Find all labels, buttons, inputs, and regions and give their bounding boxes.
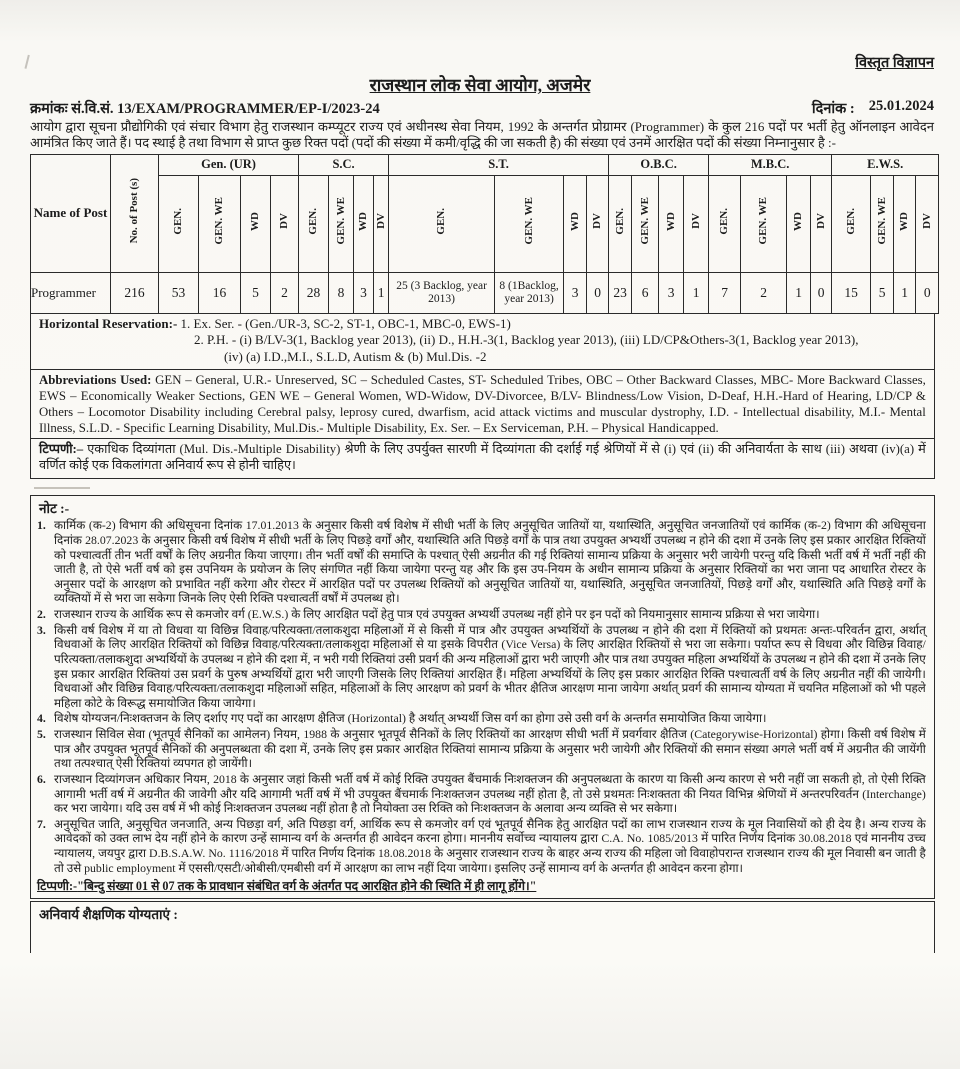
col-ews-dv: DV [916, 175, 939, 272]
value-cell: 2 [271, 272, 299, 313]
col-obc-genwe: GEN. WE [632, 175, 659, 272]
col-st-genwe: GEN. WE [495, 175, 564, 272]
group-ews: E.W.S. [832, 154, 939, 175]
scan-artifact-dash [34, 487, 90, 489]
col-st-gen: GEN. [389, 175, 495, 272]
value-cell: 5 [871, 272, 894, 313]
col-genur-genwe: GEN. WE [199, 175, 241, 272]
col-mbc-wd: WD [787, 175, 811, 272]
value-cell: 5 [241, 272, 271, 313]
header-no-of-post: No. of Post (s) [111, 154, 159, 272]
horizontal-reservation-line3: (iv) (a) I.D.,M.I., S.L.D, Autism & (b) Mul.Dis. -2 [224, 348, 487, 364]
value-cell: 23 [609, 272, 632, 313]
group-gen-ur: Gen. (UR) [159, 154, 299, 175]
value-cell: 2 [741, 272, 787, 313]
col-genur-gen: GEN. [159, 175, 199, 272]
value-cell: 1 [684, 272, 709, 313]
col-mbc-genwe: GEN. WE [741, 175, 787, 272]
value-cell: 53 [159, 272, 199, 313]
reference-row [0, 97, 960, 118]
date-value: 25.01.2024 [868, 98, 934, 114]
page-title: राजस्थान लोक सेवा आयोग, अजमेर [369, 75, 591, 95]
post-name-cell: Programmer [31, 272, 111, 313]
horizontal-reservation-line2: 2. P.H. - (i) B/LV-3(1, Backlog year 2013), (ii) D., H.H.-3(1, Backlog year 2013), (iii) LD/CP&Others-3(1, Backlog year 2013), [194, 332, 859, 348]
col-mbc-gen: GEN. [709, 175, 741, 272]
value-cell: 28 [299, 272, 329, 313]
value-cell: 3 [354, 272, 374, 313]
col-ews-wd: WD [894, 175, 916, 272]
next-section-title: अनिवार्य शैक्षणिक योग्यताएं : [39, 907, 178, 923]
note-item-1: 1. कार्मिक (क-2) विभाग की अधिसूचना दिनांक 17.01.2013 के अनुसार किसी वर्ष विशेष में सीधी भर्ती के लिए अनुसूचित जातियों या, यथास्थिति, अनुसूचित जनजातियों एवं कार्मिक (क-2) विभाग की अधिसूचना दिनांक 28.07.2023 के अनुसार किसी वर्ष विशेष में सीधी भर्ती के लिए पिछड़े वर्गों और, यथास्थिति अति पिछड़े वर्गों के पात्र तथा उपयुक्त अभ्यर्थी उपलब्ध न होने की दशा में उनके लिए इस प्रकार आरक्षित रिक्तियों को पश्चात्वर्ती तीन भर्ती वर्षों के लिए अग्रनीत किया जाएगा। तीन भर्ती वर्षों की समाप्ति के पश्चात् ऐसी अग्रनीत की गई रिक्तियां सामान्य प्रक्रिया के अनुसार भरी जायेगी परन्तु यदि किसी भर्ती वर्ष में भर्ती नहीं की जाती है, तो ऐसे भर्ती वर्ष को इस उपनियम के प्रयोजन के लिए संगणित नहीं किया जायेगा परन्तु यह और कि इस उप-नियम के अधीन सामान्य प्रक्रिया के अनुसार रिक्तियों का भरा जाना पद आधारित रोस्टर के अनुसार पदों के आरक्षण को प्रभावित नहीं करेगा और रोस्टर में आरक्षित पदों पर उपलब्ध रिक्तियों को अनुसूचित जातियों या, यथास्थिति, अनुसूचित जनजातियों, पिछड़े वर्गों और, यथास्थिति अति पिछड़े वर्गों के व्यक्तियों में से भरा जा सकेगा जिनके लिए ऐसी रिक्ति पश्चात्वर्ती वर्षों में उपलब्ध हो। [37, 518, 926, 606]
col-obc-gen: GEN. [609, 175, 632, 272]
table-row [31, 272, 939, 313]
reference-number: क्रमांकः सं.वि.सं. 13/EXAM/PROGRAMMER/EP-I/2023-24 [30, 101, 380, 117]
value-cell: 8 [329, 272, 354, 313]
notes-footer-remark: टिप्पणी:-"बिन्दु संख्या 01 से 07 तक के प्रावधान संबंधित वर्ग के अंतर्गत पद आरक्षित होने की स्थिति में ही लागू होंगे।" [37, 879, 537, 894]
group-sc: S.C. [299, 154, 389, 175]
col-mbc-dv: DV [811, 175, 832, 272]
detailed-advertisement-label: विस्तृत विज्ञापन [855, 55, 934, 71]
date-block [812, 98, 934, 118]
vacancy-table [30, 154, 939, 314]
group-obc: O.B.C. [609, 154, 709, 175]
col-genur-wd: WD [241, 175, 271, 272]
col-sc-gen: GEN. [299, 175, 329, 272]
value-cell: 6 [632, 272, 659, 313]
col-genur-dv: DV [271, 175, 299, 272]
header-name-of-post: Name of Post [31, 154, 111, 272]
note-item-5: 5. राजस्थान सिविल सेवा (भूतपूर्व सैनिकों का आमेलन) नियम, 1988 के अनुसार भूतपूर्व सैनिकों के लिए रिक्तियों का आरक्षण सीधी भर्ती में प्रवर्गवार क्षैतिज (Categorywise-Horizontal) होगा। किसी वर्ष विशेष में पात्र और उपयुक्त भूतपूर्व सैनिकों की अनुपलब्धता की दशा में, उनके लिए इस प्रकार आरक्षित रिक्तियां सामान्य प्रक्रिया के अनुसार भरी जायेगी और रिक्तियों की समान संख्या अगले भर्ती वर्ष में अग्रनीत की जायेंगी तथा तत्पश्चात् ऐसी रिक्तियां व्यपगत हो जायेंगी। [37, 727, 926, 771]
intro-paragraph: आयोग द्वारा सूचना प्रौद्योगिकी एवं संचार विभाग हेतु राजस्थान कम्प्यूटर राज्य एवं अधीनस्थ सेवा नियम, 1992 के अन्तर्गत प्रोग्रामर (Programmer) के कुल 216 पदों पर भर्ती हेतु ऑनलाइन आवेदन आमंत्रित किए जाते हैं। पद स्थाई है तथा विभाग से प्राप्त कुछ रिक्त पदों (पदों की संख्या में कमी/वृद्धि की जा सकती है) की संख्या एवं उनमें आरक्षित पदों की संख्या निम्नानुसार है :- [30, 119, 934, 150]
group-st: S.T. [389, 154, 609, 175]
notes-box [30, 495, 935, 899]
note-item-4: 4. विशेष योग्यजन/निःशक्तजन के लिए दर्शाए गए पदों का आरक्षण क्षैतिज (Horizontal) है अर्थात् अभ्यर्थी जिस वर्ग का होगा उसे उसी वर्ग के अन्तर्गत समायोजित किया जायेगा। [37, 711, 767, 726]
abbreviations-box [30, 370, 935, 480]
note-item-2: 2. राजस्थान राज्य के आर्थिक रूप से कमजोर वर्ग (E.W.S.) के लिए आरक्षित पदों हेतु पात्र एवं उपयुक्त अभ्यर्थी उपलब्ध नहीं होने पर इन पदों को नियमानुसार सामान्य प्रक्रिया से भरा जायेगा। [37, 607, 820, 621]
value-cell: 16 [199, 272, 241, 313]
note-item-6: 6. राजस्थान दिव्यांगजन अधिकार नियम, 2018 के अनुसार जहां किसी भर्ती वर्ष में कोई रिक्ति उपयुक्त बैंचमार्क निःशक्तजन की अनुपलब्धता के कारण या किसी अन्य कारण से भरी नहीं जा सकती हो, तो ऐसी रिक्ति आगामी भर्ती वर्ष में अग्रनीत की जावेगी और यदि आगामी भर्ती वर्ष में भी उपयुक्त बैंचमार्क निःशक्तजन उपलब्ध नहीं होता है, तो उसे प्रथमतः निःशक्तता की नियत विभिन्न श्रेणियों में अन्तरपरिवर्तन (Interchange) कर भरा जायेगा। यदि उस वर्ष में भी कोई निःशक्तजन उपलब्ध नहीं होता है तो नियोक्ता उस रिक्ति को निःशक्तजन के अलावा अन्य व्यक्ति से भर सकेगा। [37, 771, 926, 816]
table-subheader-row [31, 175, 939, 272]
total-posts-cell: 216 [111, 272, 159, 313]
multiple-disability-note: टिप्पणी:– एकाधिक दिव्यांगता (Mul. Dis.-Multiple Disability) श्रेणी के लिए उपर्युक्त सारणी में दिव्यांगता की दर्शाई गई श्रेणियों में से (i) एवं (ii) की अनिवार्यता के साथ (iii) अथवा (iv)(a) में वर्णित कोई एक विकलांगता अनिवार्य रूप से होनी चाहिए। [31, 438, 934, 475]
group-mbc: M.B.C. [709, 154, 832, 175]
value-cell: 3 [659, 272, 684, 313]
value-cell: 15 [832, 272, 871, 313]
value-cell-st-gen: 25 (3 Backlog, year 2013) [389, 272, 495, 313]
value-cell: 0 [916, 272, 939, 313]
notes-heading: नोट :- [39, 501, 70, 517]
note-item-3: 3. किसी वर्ष विशेष में या तो विधवा या विछिन्न विवाह/परित्यक्ता/तलाकशुदा महिलाओं में से किसी में पात्र और उपयुक्त अभ्यर्थियों के उपलब्ध न होने की दशा में रिक्तियों को प्रथमतः अन्तः-परिवर्तन द्वारा, अर्थात् विधवाओं के लिए आरक्षित रिक्तियों को विछिन्न विवाह/परित्यक्ता/तलाकशुदा महिलाओं से या इसके विपरीत (Vice Versa) के लिए आरक्षित रिक्तियों से भरा जा सकेगा। पर्याप्त रूप से विधवा और विछिन्न विवाह/परित्यक्ता/तलाकशुदा अभ्यर्थियों के उपलब्ध न होने की दशा में, न भरी गयी रिक्तियां उसी प्रवर्ग की अन्य महिलाओं द्वारा भरी जाएगी और पात्र तथा उपयुक्त महिला अभ्यर्थियों के उपलब्ध न होने की दशा में उनके लिए इस प्रकार आरक्षित रिक्तियां उस प्रवर्ग के पुरुष अभ्यर्थियों द्वारा भरी जाएगी जिसके लिए रिक्तियां आरक्षित हैं। महिला अभ्यर्थियों के लिए इस प्रकार आरक्षित रिक्ति पश्चात्वर्ती वर्ष के लिए अग्रनीत नहीं की जायेगी। विधवाओं और विछिन्न विवाह/परित्यक्ता/तलाकशुदा महिलाओं सहित, महिलाओं के लिए आरक्षण को प्रवर्ग के भीतर क्षैतिज आरक्षण माना जायेगा अर्थात् प्रवर्ग की सामान्य योग्यता में चयनित महिलाओं को भी पहले महिला कोटे के विरूद्ध समायोजित किया जायेगा। [37, 622, 926, 710]
col-obc-dv: DV [684, 175, 709, 272]
value-cell: 0 [587, 272, 609, 313]
col-ews-genwe: GEN. WE [871, 175, 894, 272]
next-section-box [30, 901, 935, 953]
col-ews-gen: GEN. [832, 175, 871, 272]
horizontal-reservation-line1: Horizontal Reservation:- 1. Ex. Ser. - (Gen./UR-3, SC-2, ST-1, OBC-1, MBC-0, EWS-1) [39, 315, 511, 331]
value-cell-st-genwe: 8 (1Backlog, year 2013) [495, 272, 564, 313]
col-sc-dv: DV [374, 175, 389, 272]
value-cell: 3 [564, 272, 587, 313]
col-obc-wd: WD [659, 175, 684, 272]
col-sc-wd: WD [354, 175, 374, 272]
col-sc-genwe: GEN. WE [329, 175, 354, 272]
col-st-dv: DV [587, 175, 609, 272]
value-cell: 0 [811, 272, 832, 313]
table-group-header-row [31, 154, 939, 175]
value-cell: 7 [709, 272, 741, 313]
note-item-7: 7. अनुसूचित जाति, अनुसूचित जनजाति, अन्य पिछड़ा वर्ग, अति पिछड़ा वर्ग, आर्थिक रूप से कमजोर वर्ग एवं भूतपूर्व सैनिक हेतु आरक्षित पदों का लाभ राजस्थान राज्य के मूल निवासियों को ही देय है। अन्य राज्य के आवेदकों को उक्त लाभ देय नहीं होने के कारण उन्हें सामान्य वर्ग के अन्तर्गत ही आवेदन करना होगा। माननीय सर्वोच्च न्यायालय द्वारा C.A. No. 1085/2013 में पारित निर्णय दिनांक 30.08.2018 एवं माननीय उच्च न्यायालय, जयपुर द्वारा D.B.S.A.W. No. 1116/2018 में पारित निर्णय दिनांक 18.08.2018 के अनुसार राजस्थान राज्य के बाहर अन्य राज्य की महिला जो विवाहोपरान्त राजस्थान राज्य की मूल निवासी बन जाती है तो उसे public employment में एससी/एसटी/ओबीसी/एमबीसी वर्ग में आरक्षण का लाभ नहीं दिया जायेगा। इसलिए उन्हें सामान्य वर्ग के अन्तर्गत ही आवेदन करना होगा। [37, 816, 926, 875]
horizontal-reservation-box [30, 314, 935, 370]
value-cell: 1 [894, 272, 916, 313]
value-cell: 1 [374, 272, 389, 313]
date-label: दिनांक : [811, 101, 855, 117]
value-cell: 1 [787, 272, 811, 313]
col-st-wd: WD [564, 175, 587, 272]
abbreviations-paragraph: Abbreviations Used: GEN – General, U.R.- Unreserved, SC – Scheduled Castes, ST- Scheduled Tribes, OBC – Other Backward Classes, MBC- More Backward Classes, EWS – Economically Weaker Sections, GEN WE – General Women, WD-Widow, DV-Divorcee, B/LV- Blindness/Low Vision, D-Deaf, H.H.-Hard of Hearing, LD/CP & Others – Locomotor Disability including Cerebral palsy, leprosy cured, dwarfism, acid attack victims and muscular dystrophy, I.D. - Intellectual disability, M.I.- Mental Illness, S.L.D. - Specific Learning Disability, Mul.Dis.- Multiple Disability, Ex. Ser. – Ex Serviceman, P.H. – Physical Handicapped. [39, 372, 926, 435]
